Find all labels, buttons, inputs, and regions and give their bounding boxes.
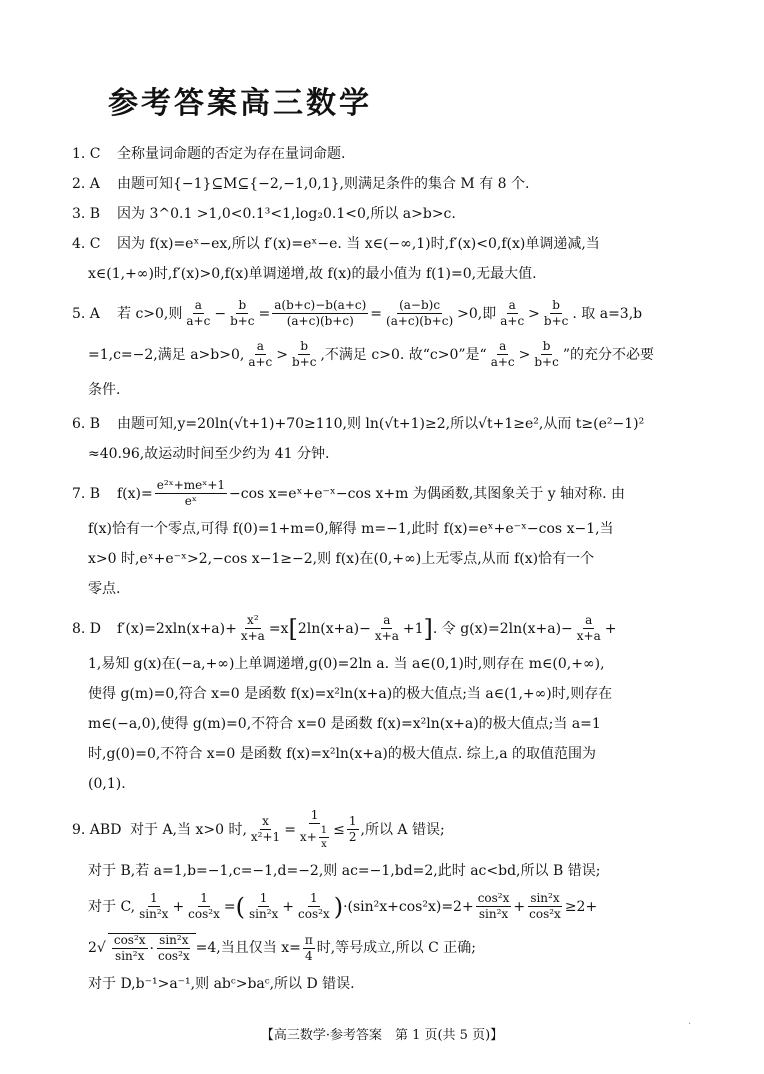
- numerator: b: [300, 339, 309, 353]
- fraction: [137, 892, 170, 921]
- answer-5: [72, 299, 702, 328]
- answer-9-c: [72, 892, 702, 921]
- fraction: [489, 340, 517, 369]
- numerator: 1: [310, 808, 319, 822]
- answer-6: [72, 415, 702, 433]
- denominator: b+c: [534, 355, 559, 369]
- denominator: b+c: [543, 314, 569, 328]
- numerator: a: [194, 298, 202, 312]
- fraction: [228, 299, 256, 328]
- operator: >: [276, 346, 288, 363]
- answer-number: 2. A: [72, 176, 100, 192]
- text: 若 c>0,则: [117, 305, 183, 322]
- numerator: a: [585, 613, 593, 627]
- text: >0,即: [457, 305, 497, 322]
- answer-text: 因为 3^0.1 >1,0<0.1³<1,log₂0.1<0,所以 a>b>c.: [117, 206, 456, 222]
- text: ”的充分不必要: [562, 346, 655, 363]
- text: f(x)=: [117, 485, 153, 502]
- numerator: b: [542, 339, 551, 353]
- page-footer: 【高三数学·参考答案 第 1 页(共 5 页)】: [260, 1028, 504, 1043]
- operator: ·: [149, 940, 154, 957]
- answer-3: [72, 205, 702, 223]
- numerator: π: [304, 932, 313, 947]
- denominator: (a+c)(b+c): [286, 314, 354, 328]
- numerator: b: [552, 298, 560, 312]
- denominator: sin²x: [115, 949, 145, 963]
- fraction: [186, 892, 222, 921]
- corner-mark: .: [688, 1016, 692, 1027]
- numerator: x: [262, 814, 269, 828]
- denominator: b+c: [230, 314, 255, 328]
- operator: =: [223, 898, 236, 915]
- denominator: a+c: [500, 314, 525, 328]
- right-bracket: ]: [423, 614, 433, 643]
- text: ≥2+: [564, 898, 598, 915]
- answer-number: 8. D: [72, 620, 102, 637]
- answer-7-line-3: x>0 时,eˣ+e⁻ˣ>2,−cos x−1≥−2,则 f(x)在(0,+∞)上无零点,从而 f(x)恰有一个: [88, 551, 595, 567]
- denominator: cos²x: [188, 907, 220, 921]
- answer-7: [72, 479, 702, 508]
- answer-4: [72, 235, 702, 253]
- answer-number: 9. ABD: [72, 821, 122, 838]
- denominator: a+c: [490, 355, 515, 369]
- numerator: 1: [200, 891, 208, 905]
- answer-7-line-2: f(x)恰有一个零点,可得 f(0)=1+m=0,解得 m=−1,此时 f(x)=eˣ+e⁻ˣ−cos x−1,当: [88, 521, 614, 537]
- fraction: [247, 892, 280, 921]
- denominator: (a+c)(b+c): [386, 314, 454, 328]
- numerator: cos²x: [113, 933, 146, 947]
- answer-number: 5. A: [72, 305, 100, 322]
- text: +: [604, 620, 617, 637]
- answer-1: [72, 145, 702, 163]
- denominator: cos²x: [298, 907, 330, 921]
- left-bracket: [: [288, 614, 298, 643]
- numerator: a: [499, 339, 507, 353]
- text: +1: [402, 620, 424, 637]
- denominator-text: x+: [299, 830, 317, 844]
- answer-text: 因为 f(x)=eˣ−ex,所以 f′(x)=eˣ−e. 当 x∈(−∞,1)时,f′(x)<0,f(x)单调递减,当: [117, 236, 600, 252]
- operator: −: [214, 305, 227, 322]
- text: ·(sin²x+cos²x)=2+: [343, 898, 474, 915]
- denominator: eˣ: [184, 494, 197, 508]
- answer-text: 由题可知,y=20ln(√t+1)+70≥110,则 ln(√t+1)≥2,所以√t+1≥e²,从而 t≥(e²−1)²: [117, 416, 645, 432]
- denominator: x: [321, 839, 327, 850]
- fraction: [246, 340, 274, 369]
- answer-2: [72, 175, 702, 193]
- numerator: a: [508, 298, 516, 312]
- denominator: [298, 824, 331, 850]
- denominator: 2: [348, 830, 357, 844]
- numerator: a: [256, 339, 264, 353]
- fraction: [476, 892, 512, 921]
- fraction: [384, 299, 455, 328]
- denominator: x+a: [240, 629, 265, 643]
- fraction: [296, 892, 332, 921]
- denominator: sin²x: [139, 907, 169, 921]
- denominator: x+a: [576, 629, 601, 643]
- answer-number: 4. C: [72, 236, 101, 252]
- fraction: [298, 809, 331, 850]
- fraction: [347, 815, 359, 844]
- answer-8: [72, 614, 702, 643]
- fraction: [290, 340, 318, 369]
- numerator: a: [383, 613, 391, 627]
- text: 2: [88, 940, 97, 956]
- answer-9-d: 对于 D,b⁻¹>a⁻¹,则 abᶜ>baᶜ,所以 D 错误.: [88, 976, 355, 992]
- answer-4-line-2: x∈(1,+∞)时,f′(x)>0,f(x)单调递增,故 f(x)的最小值为 f(1)=0,无最大值.: [88, 266, 537, 282]
- fraction: [155, 479, 227, 508]
- text: =1,c=−2,满足 a>b>0,: [88, 346, 245, 363]
- operator: =: [258, 305, 271, 322]
- operator: =: [370, 305, 383, 322]
- answer-9-b: 对于 B,若 a=1,b=−1,c=−1,d=−2,则 ac=−1,bd=2,此时 ac<bd,所以 B 错误;: [88, 863, 601, 879]
- answer-8-line-5: 时,g(0)=0,不符合 x=0 是函数 f(x)=x²ln(x+a)的极大值点. 综上,a 的取值范围为: [88, 746, 596, 762]
- answer-number: 6. B: [72, 416, 101, 432]
- numerator: a(b+c)−b(a+c): [274, 298, 367, 312]
- answer-9: [72, 809, 702, 850]
- fraction: [498, 299, 526, 328]
- fraction: [532, 340, 560, 369]
- fraction: [303, 934, 315, 963]
- denominator: a+c: [186, 314, 211, 328]
- operator: >: [518, 346, 531, 363]
- answer-list: [72, 145, 702, 993]
- operator: +: [282, 898, 295, 915]
- text: f′(x)=2xln(x+a)+: [117, 620, 237, 637]
- answer-8-line-4: m∈(−a,0),使得 g(m)=0,不符合 x=0 是函数 f(x)=x²ln(x+a)的极大值点;当 a=1: [88, 716, 601, 732]
- denominator: a+c: [248, 355, 273, 369]
- text: =4,当且仅当 x=: [195, 940, 301, 956]
- denominator: 4: [304, 948, 313, 963]
- answer-number: 3. B: [72, 206, 101, 222]
- operator: >: [528, 305, 540, 322]
- sqrt-body: [108, 933, 196, 963]
- denominator: cos²x: [529, 907, 561, 921]
- text: ,所以 A 错误;: [360, 821, 445, 838]
- denominator: x+a: [374, 629, 399, 643]
- answer-7-line-4: 零点.: [88, 581, 121, 597]
- numerator: e²ˣ+meˣ+1: [156, 478, 226, 492]
- fraction: [156, 934, 192, 963]
- numerator: 1: [348, 814, 357, 828]
- operator: =: [284, 821, 296, 838]
- sqrt-icon: √: [96, 940, 106, 956]
- right-paren: ): [333, 892, 344, 921]
- fraction: [542, 299, 570, 328]
- text: 对于 A,当 x>0 时,: [130, 821, 247, 838]
- fraction: [575, 614, 603, 643]
- text: . 令 g(x)=2ln(x+a)−: [432, 620, 573, 637]
- text: −cos x=eˣ+e⁻ˣ−cos x+m 为偶函数,其图象关于 y 轴对称. 由: [229, 485, 626, 502]
- page-title: 参考答案高三数学: [108, 86, 372, 121]
- denominator: x²+1: [250, 830, 281, 844]
- denominator: sin²x: [478, 907, 509, 921]
- answer-number: 7. B: [72, 485, 101, 502]
- operator: ≤: [333, 821, 345, 838]
- fraction: [373, 614, 401, 643]
- answer-8-line-6: (0,1).: [88, 776, 126, 792]
- numerator: cos²x: [477, 891, 510, 905]
- text: 时,等号成立,所以 C 正确;: [316, 940, 476, 956]
- answer-text: 全称量词命题的否定为存在量词命题.: [117, 146, 346, 162]
- numerator: b: [238, 298, 247, 312]
- answer-text: 由题可知{−1}⊆M⊆{−2,−1,0,1},则满足条件的集合 M 有 8 个.: [117, 176, 530, 192]
- fraction: [249, 815, 282, 844]
- answer-9-c-line-2: [72, 933, 702, 963]
- numerator: sin²x: [159, 933, 189, 947]
- answer-8-line-3: 使得 g(m)=0,符合 x=0 是函数 f(x)=x²ln(x+a)的极大值点;当 a∈(1,+∞)时,则存在: [88, 686, 613, 702]
- text: 2ln(x+a)−: [297, 620, 371, 637]
- fraction: [272, 299, 368, 328]
- fraction: [112, 934, 148, 963]
- operator: +: [172, 898, 185, 915]
- answer-8-line-2: 1,易知 g(x)在(−a,+∞)上单调递增,g(0)=2ln a. 当 a∈(0,1)时,则存在 m∈(0,+∞),: [88, 656, 605, 672]
- text: . 取 a=3,b: [572, 305, 643, 322]
- answer-5-line-3: 条件.: [88, 382, 121, 398]
- denominator: sin²x: [248, 907, 279, 921]
- fraction: [527, 892, 563, 921]
- denominator: b+c: [292, 355, 317, 369]
- answer-number: 1. C: [72, 146, 101, 162]
- fraction: [239, 614, 267, 643]
- denominator: cos²x: [157, 949, 190, 963]
- text: ,不满足 c>0. 故“c>0”是“: [320, 346, 487, 363]
- numerator: 1: [310, 891, 318, 905]
- numerator: 1: [149, 891, 158, 905]
- numerator: 1: [259, 891, 268, 905]
- text: =x: [268, 620, 289, 637]
- inner-fraction: [319, 825, 329, 850]
- fraction: [184, 299, 212, 328]
- numerator: x²: [247, 613, 259, 627]
- answer-6-line-2: ≈40.96,故运动时间至少约为 41 分钟.: [88, 446, 330, 462]
- answer-5-line-2: [72, 340, 702, 369]
- text: 对于 C,: [88, 898, 136, 915]
- numerator: sin²x: [530, 891, 560, 905]
- operator: +: [513, 898, 526, 915]
- left-paren: (: [235, 892, 245, 921]
- numerator: (a−b)c: [399, 298, 441, 312]
- numerator: 1: [320, 825, 328, 836]
